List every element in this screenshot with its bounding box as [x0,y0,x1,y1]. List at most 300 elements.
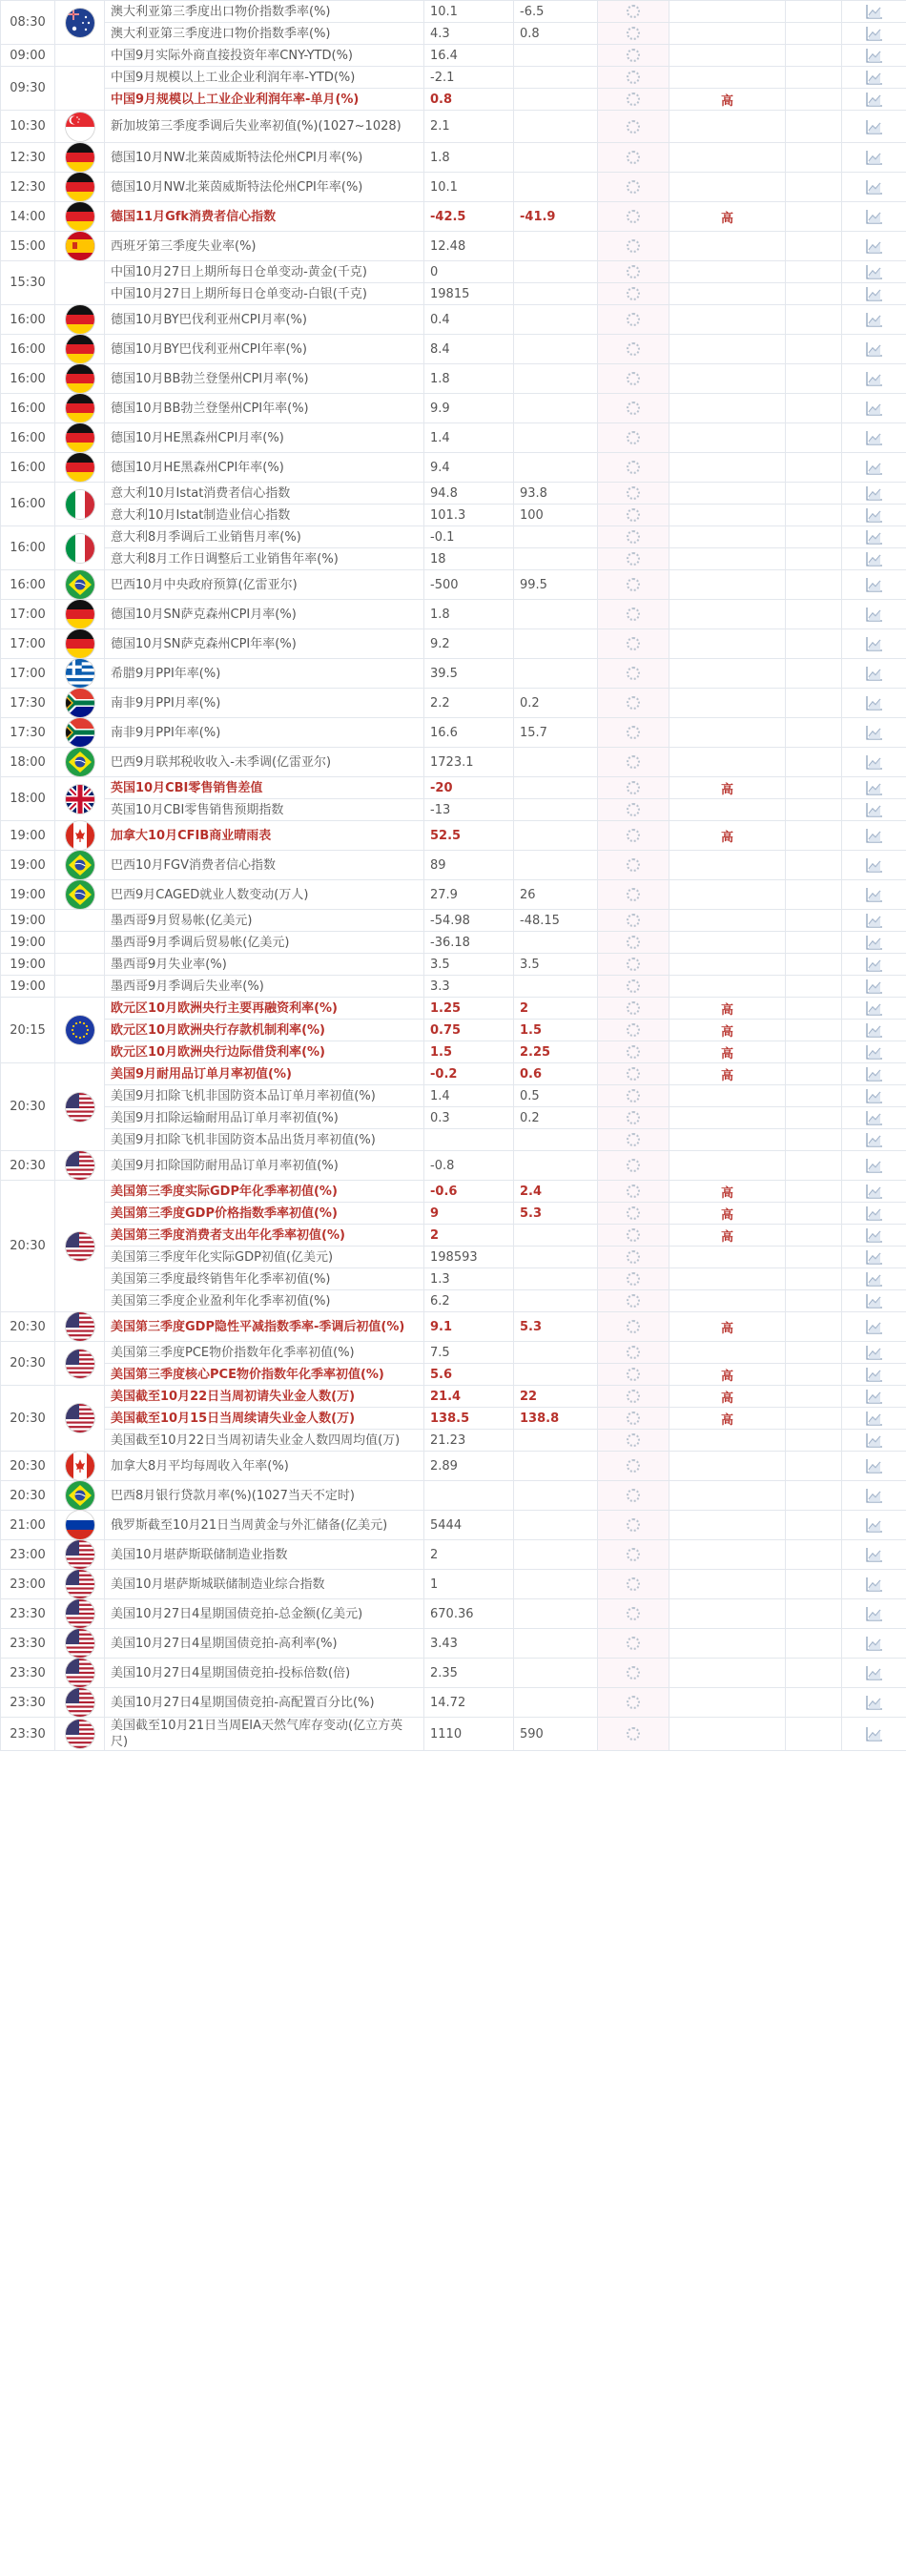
table-row [1,505,906,526]
chart-icon[interactable] [866,4,883,19]
indicator-name[interactable]: 美国第三季度企业盈利年化季率初值(%) [105,1290,424,1312]
event-time: 16:00 [1,483,55,526]
chart-cell [842,1041,906,1063]
chart-icon[interactable] [866,577,883,592]
forecast-value [514,1225,598,1247]
actual-value-loading [598,932,669,954]
flag-cell [55,1151,105,1181]
chart-icon[interactable] [866,1110,883,1125]
previous-value: 4.3 [424,23,514,45]
chart-cell [842,305,906,335]
actual-value-loading [598,1203,669,1225]
importance-badge [669,748,786,777]
interpretation-cell [786,483,842,505]
indicator-name[interactable]: 中国9月规模以上工业企业利润年率-YTD(%) [105,67,424,89]
table-row [1,659,906,689]
chart-icon[interactable] [866,607,883,622]
indicator-name[interactable]: 南非9月PPI月率(%) [105,689,424,718]
table-row [1,335,906,364]
event-time: 15:30 [1,261,55,305]
chart-icon[interactable] [866,286,883,301]
chart-cell [842,1386,906,1408]
table-row [1,1430,906,1452]
table-row [1,1386,906,1408]
us-flag-icon [66,1599,94,1628]
importance-badge: 高 [669,998,786,1020]
event-time: 16:00 [1,453,55,483]
previous-value: 1.4 [424,1085,514,1107]
chart-icon[interactable] [866,179,883,195]
actual-value-loading [598,1408,669,1430]
forecast-value: 1.5 [514,1020,598,1041]
forecast-value [514,799,598,821]
chart-icon[interactable] [866,857,883,873]
flag-cell [55,1688,105,1718]
chart-icon[interactable] [866,957,883,972]
loading-spinner-icon [627,49,640,62]
interpretation-cell [786,1430,842,1452]
previous-value: 1.25 [424,998,514,1020]
flag-cell [55,1718,105,1751]
chart-cell [842,777,906,799]
indicator-name[interactable]: 美国第三季度PCE物价指数年化季率初值(%) [105,1342,424,1364]
forecast-value [514,261,598,283]
chart-cell [842,526,906,548]
chart-icon[interactable] [866,695,883,711]
chart-icon[interactable] [866,1044,883,1060]
forecast-value: 5.3 [514,1312,598,1342]
previous-value: 14.72 [424,1688,514,1718]
chart-icon[interactable] [866,460,883,475]
chart-icon[interactable] [866,1389,883,1404]
indicator-name[interactable]: 加拿大8月平均每周收入年率(%) [105,1452,424,1481]
chart-icon[interactable] [866,312,883,327]
us-flag-icon [66,1232,94,1261]
chart-icon[interactable] [866,150,883,165]
indicator-name[interactable]: 美国10月27日4星期国债竞拍-投标倍数(倍) [105,1659,424,1688]
flag-cell [55,526,105,570]
indicator-name[interactable]: 美国第三季度实际GDP年化季率初值(%) [105,1181,424,1203]
chart-icon[interactable] [866,802,883,817]
flag-cell [55,143,105,173]
forecast-value [514,111,598,143]
chart-icon[interactable] [866,1319,883,1334]
indicator-name[interactable]: 中国10月27日上期所每日仓单变动-黄金(千克) [105,261,424,283]
table-row [1,954,906,976]
indicator-name[interactable]: 德国11月Gfk消费者信心指数 [105,202,424,232]
event-time: 16:00 [1,335,55,364]
chart-cell [842,1342,906,1364]
chart-icon[interactable] [866,401,883,416]
interpretation-cell [786,1181,842,1203]
loading-spinner-icon [627,1089,640,1103]
flag-cell [55,1063,105,1151]
chart-icon[interactable] [866,1695,883,1710]
indicator-name[interactable]: 美国9月扣除运输耐用品订单月率初值(%) [105,1107,424,1129]
chart-icon[interactable] [866,1458,883,1473]
loading-spinner-icon [627,914,640,927]
uk-flag-icon [66,785,94,814]
indicator-name[interactable]: 美国10月27日4星期国债竞拍-总金额(亿美元) [105,1599,424,1629]
forecast-value [514,932,598,954]
chart-icon[interactable] [866,1367,883,1382]
actual-value-loading [598,821,669,851]
actual-value-loading [598,1041,669,1063]
chart-icon[interactable] [866,1577,883,1592]
chart-cell [842,1629,906,1659]
flag-cell [55,305,105,335]
importance-badge [669,659,786,689]
indicator-name[interactable]: 意大利8月季调后工业销售月率(%) [105,526,424,548]
indicator-name[interactable]: 德国10月NW北莱茵威斯特法伦州CPI月率(%) [105,143,424,173]
actual-value-loading [598,67,669,89]
flag-cell [55,1342,105,1386]
chart-icon[interactable] [866,119,883,134]
chart-icon[interactable] [866,507,883,523]
previous-value: 9.9 [424,394,514,423]
interpretation-cell [786,1151,842,1181]
actual-value-loading [598,1718,669,1751]
table-row [1,932,906,954]
indicator-name[interactable]: 欧元区10月欧洲央行边际借贷利率(%) [105,1041,424,1063]
chart-icon[interactable] [866,551,883,567]
indicator-name[interactable]: 英国10月CBI零售销售差值 [105,777,424,799]
chart-cell [842,570,906,600]
indicator-name[interactable]: 美国9月扣除飞机非国防资本品订单月率初值(%) [105,1085,424,1107]
indicator-name[interactable]: 美国10月堪萨斯联储制造业指数 [105,1540,424,1570]
chart-icon[interactable] [866,485,883,501]
previous-value: -13 [424,799,514,821]
forecast-value: 26 [514,880,598,910]
chart-cell [842,261,906,283]
chart-icon[interactable] [866,913,883,928]
indicator-name[interactable]: 美国截至10月15日当周续请失业金人数(万) [105,1408,424,1430]
actual-value-loading [598,718,669,748]
chart-icon[interactable] [866,1227,883,1243]
chart-icon[interactable] [866,935,883,950]
calendar-body [1,1,906,1751]
chart-icon[interactable] [866,1293,883,1309]
actual-value-loading [598,1268,669,1290]
chart-icon[interactable] [866,828,883,843]
table-row [1,1247,906,1268]
chart-icon[interactable] [866,238,883,254]
previous-value: 3.5 [424,954,514,976]
event-time: 17:00 [1,600,55,629]
flag-cell [55,423,105,453]
us-flag-icon [66,1659,94,1687]
loading-spinner-icon [627,530,640,544]
previous-value [424,1481,514,1511]
previous-value: 198593 [424,1247,514,1268]
indicator-name[interactable]: 欧元区10月欧洲央行存款机制利率(%) [105,1020,424,1041]
chart-cell [842,1020,906,1041]
table-row [1,1020,906,1041]
loading-spinner-icon [627,829,640,842]
chart-cell [842,821,906,851]
actual-value-loading [598,89,669,111]
previous-value: 5444 [424,1511,514,1540]
indicator-name[interactable]: 美国截至10月22日当周初请失业金人数(万) [105,1386,424,1408]
indicator-name[interactable]: 墨西哥9月季调后失业率(%) [105,976,424,998]
indicator-name[interactable]: 中国9月规模以上工业企业利润年率-单月(%) [105,89,424,111]
loading-spinner-icon [627,1067,640,1081]
indicator-name[interactable]: 墨西哥9月失业率(%) [105,954,424,976]
chart-icon[interactable] [866,1547,883,1562]
chart-icon[interactable] [866,1000,883,1016]
chart-icon[interactable] [866,887,883,902]
chart-icon[interactable] [866,1184,883,1199]
flag-cell [55,1,105,45]
event-time: 19:00 [1,976,55,998]
interpretation-cell [786,976,842,998]
table-row [1,629,906,659]
chart-icon[interactable] [866,430,883,445]
event-time: 19:00 [1,954,55,976]
chart-icon[interactable] [866,780,883,795]
event-time: 23:30 [1,1688,55,1718]
chart-icon[interactable] [866,1066,883,1082]
indicator-name[interactable]: 俄罗斯截至10月21日当周黄金与外汇储备(亿美元) [105,1511,424,1540]
forecast-value [514,1290,598,1312]
interpretation-cell [786,1085,842,1107]
indicator-name[interactable]: 澳大利亚第三季度进口物价指数季率(%) [105,23,424,45]
interpretation-cell [786,143,842,173]
table-row [1,173,906,202]
importance-badge [669,111,786,143]
importance-badge [669,23,786,45]
indicator-name[interactable]: 意大利10月Istat消费者信心指数 [105,483,424,505]
importance-badge [669,364,786,394]
importance-badge [669,629,786,659]
event-time: 12:30 [1,173,55,202]
previous-value: 10.1 [424,173,514,202]
importance-badge [669,1107,786,1129]
loading-spinner-icon [627,1489,640,1502]
indicator-name[interactable]: 德国10月SN萨克森州CPI年率(%) [105,629,424,659]
indicator-name[interactable]: 美国10月27日4星期国债竞拍-高配置百分比(%) [105,1688,424,1718]
indicator-name[interactable]: 墨西哥9月季调后贸易帐(亿美元) [105,932,424,954]
chart-icon[interactable] [866,1726,883,1741]
loading-spinner-icon [627,755,640,769]
chart-icon[interactable] [866,636,883,651]
chart-icon[interactable] [866,209,883,224]
table-row [1,453,906,483]
indicator-name[interactable]: 美国10月27日4星期国债竞拍-高利率(%) [105,1629,424,1659]
indicator-name[interactable]: 欧元区10月欧洲央行主要再融资利率(%) [105,998,424,1020]
actual-value-loading [598,335,669,364]
importance-badge: 高 [669,1020,786,1041]
indicator-name[interactable]: 美国第三季度年化实际GDP初值(亿美元) [105,1247,424,1268]
forecast-value [514,453,598,483]
chart-icon[interactable] [866,979,883,994]
indicator-name[interactable]: 德国10月HE黑森州CPI月率(%) [105,423,424,453]
chart-icon[interactable] [866,371,883,386]
indicator-name[interactable]: 希腊9月PPI年率(%) [105,659,424,689]
germany-flag-icon [66,423,94,452]
previous-value: 39.5 [424,659,514,689]
table-row [1,423,906,453]
importance-badge [669,453,786,483]
indicator-name[interactable]: 美国第三季度核心PCE物价指数年化季率初值(%) [105,1364,424,1386]
table-row [1,998,906,1020]
loading-spinner-icon [627,486,640,500]
chart-icon[interactable] [866,92,883,107]
chart-icon[interactable] [866,1022,883,1038]
forecast-value [514,173,598,202]
chart-cell [842,1452,906,1481]
importance-badge [669,910,786,932]
forecast-value: 3.5 [514,954,598,976]
indicator-name[interactable]: 澳大利亚第三季度出口物价指数季率(%) [105,1,424,23]
actual-value-loading [598,394,669,423]
chart-icon[interactable] [866,1432,883,1448]
chart-icon[interactable] [866,1132,883,1147]
indicator-name[interactable]: 德国10月BB勃兰登堡州CPI年率(%) [105,394,424,423]
previous-value: 5.6 [424,1364,514,1386]
indicator-name[interactable]: 巴西9月联邦税收收入-未季调(亿雷亚尔) [105,748,424,777]
interpretation-cell [786,335,842,364]
actual-value-loading [598,1063,669,1085]
indicator-name[interactable]: 巴西10月FGV消费者信心指数 [105,851,424,880]
flag-cell [55,1540,105,1570]
importance-badge: 高 [669,89,786,111]
chart-icon[interactable] [866,666,883,681]
indicator-name[interactable]: 德国10月NW北莱茵威斯特法伦州CPI年率(%) [105,173,424,202]
chart-cell [842,1107,906,1129]
chart-icon[interactable] [866,1158,883,1173]
indicator-name[interactable]: 德国10月BY巴伐利亚州CPI月率(%) [105,305,424,335]
indicator-name[interactable]: 美国9月扣除国防耐用品订单月率初值(%) [105,1151,424,1181]
indicator-name[interactable]: 加拿大10月CFIB商业晴雨表 [105,821,424,851]
actual-value-loading [598,526,669,548]
chart-icon[interactable] [866,1206,883,1221]
chart-icon[interactable] [866,1606,883,1621]
indicator-name[interactable]: 意大利8月工作日调整后工业销售年率(%) [105,548,424,570]
previous-value: 52.5 [424,821,514,851]
table-row [1,1659,906,1688]
actual-value-loading [598,689,669,718]
chart-icon[interactable] [866,1088,883,1103]
chart-icon[interactable] [866,341,883,357]
chart-icon[interactable] [866,1271,883,1287]
actual-value-loading [598,548,669,570]
flag-cell [55,1481,105,1511]
previous-value: -20 [424,777,514,799]
indicator-name[interactable]: 美国10月堪萨斯城联储制造业综合指数 [105,1570,424,1599]
importance-badge [669,1629,786,1659]
chart-icon[interactable] [866,26,883,41]
chart-cell [842,600,906,629]
event-time: 20:30 [1,1312,55,1342]
actual-value-loading [598,143,669,173]
previous-value: 1.8 [424,143,514,173]
chart-icon[interactable] [866,529,883,545]
flag-cell [55,1312,105,1342]
indicator-name[interactable]: 巴西8月银行贷款月率(%)(1027当天不定时) [105,1481,424,1511]
event-time: 19:00 [1,932,55,954]
importance-badge [669,261,786,283]
indicator-name[interactable]: 英国10月CBI零售销售预期指数 [105,799,424,821]
indicator-name[interactable]: 巴西10月中央政府预算(亿雷亚尔) [105,570,424,600]
flag-cell [55,394,105,423]
table-row [1,1408,906,1430]
previous-value: -500 [424,570,514,600]
indicator-name[interactable]: 中国10月27日上期所每日仓单变动-白银(千克) [105,283,424,305]
indicator-name[interactable]: 墨西哥9月贸易帐(亿美元) [105,910,424,932]
event-time: 08:30 [1,1,55,45]
indicator-name[interactable]: 美国9月耐用品订单月率初值(%) [105,1063,424,1085]
previous-value: -42.5 [424,202,514,232]
forecast-value: 93.8 [514,483,598,505]
indicator-name[interactable]: 德国10月BY巴伐利亚州CPI年率(%) [105,335,424,364]
interpretation-cell [786,1570,842,1599]
actual-value-loading [598,1659,669,1688]
chart-icon[interactable] [866,1488,883,1503]
flag-cell [55,261,105,305]
chart-icon[interactable] [866,1517,883,1533]
chart-icon[interactable] [866,1345,883,1360]
indicator-name[interactable]: 美国第三季度最终销售年化季率初值(%) [105,1268,424,1290]
indicator-name[interactable]: 美国截至10月22日当周初请失业金人数四周均值(万) [105,1430,424,1452]
chart-icon[interactable] [866,754,883,770]
chart-icon[interactable] [866,1249,883,1265]
chart-icon[interactable] [866,1636,883,1651]
interpretation-cell [786,364,842,394]
indicator-name[interactable]: 美国9月扣除飞机非国防资本品出货月率初值(%) [105,1129,424,1151]
chart-icon[interactable] [866,70,883,85]
indicator-name[interactable]: 意大利10月Istat制造业信心指数 [105,505,424,526]
chart-icon[interactable] [866,48,883,63]
indicator-name[interactable]: 美国第三季度消费者支出年化季率初值(%) [105,1225,424,1247]
indicator-name[interactable]: 德国10月HE黑森州CPI年率(%) [105,453,424,483]
indicator-name[interactable]: 南非9月PPI年率(%) [105,718,424,748]
loading-spinner-icon [627,313,640,326]
chart-icon[interactable] [866,725,883,740]
loading-spinner-icon [627,858,640,872]
chart-icon[interactable] [866,1665,883,1680]
indicator-name[interactable]: 美国第三季度GDP价格指数季率初值(%) [105,1203,424,1225]
indicator-name[interactable]: 新加坡第三季度季调后失业率初值(%)(1027~1028) [105,111,424,143]
flag-cell [55,932,105,954]
table-row [1,718,906,748]
previous-value [424,1129,514,1151]
chart-icon[interactable] [866,264,883,279]
indicator-name[interactable]: 美国截至10月21日当周EIA天然气库存变动(亿立方英尺) [105,1718,424,1751]
indicator-name[interactable]: 德国10月SN萨克森州CPI月率(%) [105,600,424,629]
table-row [1,570,906,600]
indicator-name[interactable]: 巴西9月CAGED就业人数变动(万人) [105,880,424,910]
forecast-value [514,1247,598,1268]
indicator-name[interactable]: 德国10月BB勃兰登堡州CPI月率(%) [105,364,424,394]
event-time: 20:30 [1,1151,55,1181]
chart-icon[interactable] [866,1411,883,1426]
loading-spinner-icon [627,120,640,134]
forecast-value: 2.25 [514,1041,598,1063]
previous-value: -2.1 [424,67,514,89]
flag-cell [55,998,105,1063]
indicator-name[interactable]: 中国9月实际外商直接投资年率CNY-YTD(%) [105,45,424,67]
loading-spinner-icon [627,608,640,621]
flag-cell [55,748,105,777]
flag-cell [55,173,105,202]
indicator-name[interactable]: 美国第三季度GDP隐性平减指数季率-季调后初值(%) [105,1312,424,1342]
indicator-name[interactable]: 西班牙第三季度失业率(%) [105,232,424,261]
forecast-value [514,283,598,305]
interpretation-cell [786,851,842,880]
loading-spinner-icon [627,210,640,223]
flag-cell [55,689,105,718]
